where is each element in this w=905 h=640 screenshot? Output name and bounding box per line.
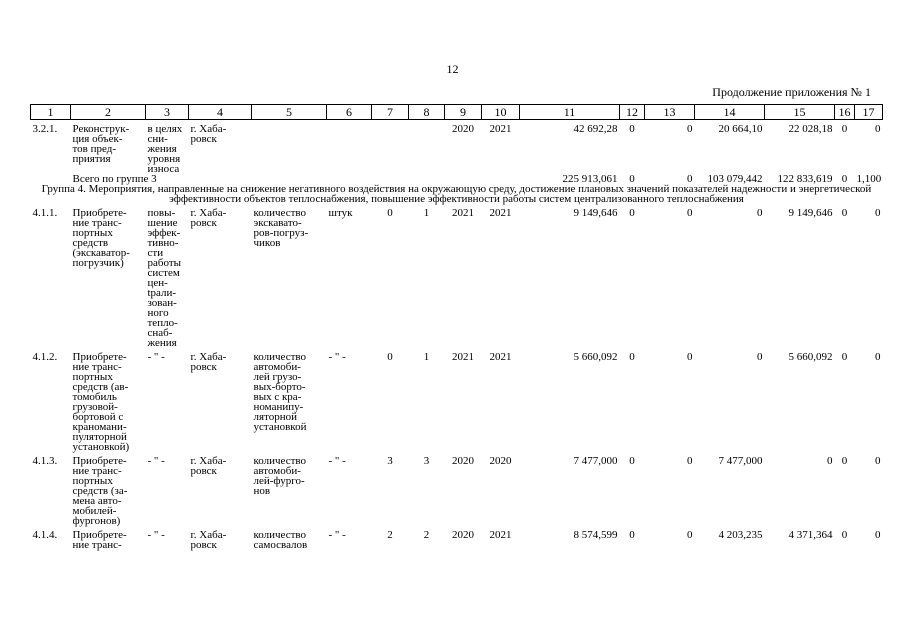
appendix-table bbox=[30, 104, 883, 550]
cell-col-10: 2020 bbox=[489, 455, 512, 467]
cell-col-16: 0 bbox=[841, 123, 848, 135]
cell-col-13: 0 bbox=[687, 455, 693, 467]
col-11: 11 bbox=[520, 105, 620, 120]
cell-col-2: Реконструк- ция объек- тов пред- приятия bbox=[72, 123, 130, 165]
cell-col-8: 3 bbox=[423, 455, 430, 467]
cell-col-7: 2 bbox=[387, 529, 393, 541]
total-c16: 0 bbox=[841, 173, 848, 185]
cell-col-14: 7 477,000 bbox=[718, 455, 763, 467]
total-c11: 225 913,061 bbox=[562, 173, 618, 185]
cell-col-16: 0 bbox=[841, 351, 848, 363]
cell-col-2: Приобрете- ние транс- портных средств (экскаватор- погрузчик) bbox=[72, 207, 130, 269]
cell-col-3: - " - bbox=[147, 529, 165, 541]
cell-col-17: 0 bbox=[875, 455, 881, 467]
group-heading-row bbox=[31, 184, 883, 204]
cell-col-13: 0 bbox=[687, 123, 693, 135]
cell-col-7: 3 bbox=[387, 455, 393, 467]
cell-col-5 bbox=[252, 120, 327, 175]
cell-col-15: 5 660,092 bbox=[788, 351, 833, 363]
cell-col-12: 0 bbox=[629, 123, 635, 135]
page-number: 12 bbox=[446, 62, 459, 76]
cell-col-9: 2020 bbox=[452, 529, 474, 541]
cell-col-4: г. Хаба- ровск bbox=[190, 351, 227, 373]
column-numbers-row bbox=[31, 105, 883, 120]
cell-col-1: 3.2.1. bbox=[32, 123, 58, 135]
cell-col-12: 0 bbox=[629, 455, 635, 467]
cell-col-2: Приобрете- ние транс- портных средств (за- мена авто- мобилей- фургонов) bbox=[72, 455, 128, 527]
col-10: 10 bbox=[482, 105, 520, 120]
cell-col-16: 0 bbox=[841, 207, 848, 219]
cell-col-11: 42 692,28 bbox=[573, 123, 618, 135]
cell-col-15: 4 371,364 bbox=[788, 529, 833, 541]
total-c15: 122 833,619 bbox=[777, 173, 833, 185]
total-c12: 0 bbox=[629, 173, 635, 185]
continuation-note: Продолжение приложения № 1 bbox=[712, 85, 871, 99]
cell-col-3: в целях сни- жения уровня износа bbox=[147, 123, 183, 175]
cell-col-9: 2021 bbox=[452, 207, 474, 219]
cell-col-4: г. Хаба- ровск bbox=[190, 455, 227, 477]
cell-col-5: количество самосвалов bbox=[253, 529, 308, 551]
cell-col-13: 0 bbox=[687, 207, 693, 219]
cell-col-15: 22 028,18 bbox=[788, 123, 833, 135]
col-9: 9 bbox=[445, 105, 482, 120]
cell-col-5: количество автомоби- лей грузо- вых-борто- вых с кра- номанипу- ляторной установкой bbox=[253, 351, 307, 433]
table-row bbox=[31, 120, 883, 175]
cell-col-3: - " - bbox=[147, 455, 165, 467]
col-17: 17 bbox=[855, 105, 883, 120]
cell-col-15: 0 bbox=[827, 455, 833, 467]
cell-col-17: 0 bbox=[875, 207, 881, 219]
cell-col-14: 0 bbox=[757, 351, 763, 363]
cell-col-6: штук bbox=[328, 207, 353, 219]
cell-col-4: г. Хаба- ровск bbox=[190, 529, 227, 551]
table-row bbox=[31, 452, 883, 526]
col-12: 12 bbox=[620, 105, 645, 120]
col-4: 4 bbox=[189, 105, 252, 120]
col-15: 15 bbox=[765, 105, 835, 120]
cell-col-7 bbox=[372, 120, 409, 175]
group-heading: Группа 4. Мероприятия, направленные на снижение негативного воздействия на окружающую среду, достижение плановых значений показателей надежности и энергетической эффективности объектов теплоснабжения, повышение эффективности работы систем централизованного теплоснабжения bbox=[41, 183, 872, 205]
col-5: 5 bbox=[252, 105, 327, 120]
cell-col-10: 2021 bbox=[489, 529, 512, 541]
col-14: 14 bbox=[695, 105, 765, 120]
cell-col-17: 0 bbox=[875, 351, 881, 363]
cell-col-17: 0 bbox=[875, 123, 881, 135]
cell-col-5: количество автомоби- лей-фурго- нов bbox=[253, 455, 307, 497]
cell-col-11: 8 574,599 bbox=[573, 529, 618, 541]
col-2: 2 bbox=[71, 105, 146, 120]
col-7: 7 bbox=[372, 105, 409, 120]
col-13: 13 bbox=[645, 105, 695, 120]
cell-col-12: 0 bbox=[629, 351, 635, 363]
cell-col-10: 2021 bbox=[489, 123, 512, 135]
cell-col-8: 1 bbox=[423, 207, 430, 219]
cell-col-10: 2021 bbox=[489, 207, 512, 219]
cell-col-16: 0 bbox=[841, 455, 848, 467]
cell-col-11: 9 149,646 bbox=[573, 207, 618, 219]
col-3: 3 bbox=[146, 105, 189, 120]
cell-col-8: 1 bbox=[423, 351, 430, 363]
cell-col-12: 0 bbox=[629, 529, 635, 541]
col-16: 16 bbox=[835, 105, 855, 120]
cell-col-1: 4.1.2. bbox=[32, 351, 58, 363]
cell-col-11: 5 660,092 bbox=[573, 351, 618, 363]
cell-col-14: 0 bbox=[757, 207, 763, 219]
cell-col-6 bbox=[327, 120, 372, 175]
cell-col-3: повы- шение эффек- тивно- сти работы систем цен- tрали- зован- ного тепло- снаб- жения bbox=[147, 207, 182, 349]
cell-col-8 bbox=[409, 120, 445, 175]
col-6: 6 bbox=[327, 105, 372, 120]
cell-col-13: 0 bbox=[687, 351, 693, 363]
table-row bbox=[31, 526, 883, 550]
cell-col-4: г. Хаба- ровск bbox=[190, 123, 227, 145]
cell-col-5: количество экскавато- ров-погруз- чиков bbox=[253, 207, 309, 249]
cell-col-12: 0 bbox=[629, 207, 635, 219]
cell-col-13: 0 bbox=[687, 529, 693, 541]
cell-col-14: 20 664,10 bbox=[718, 123, 763, 135]
cell-col-7: 0 bbox=[387, 207, 393, 219]
cell-col-6: - " - bbox=[328, 351, 346, 363]
cell-col-8: 2 bbox=[423, 529, 430, 541]
group-total-label: Всего по группе 3 bbox=[72, 173, 157, 185]
cell-col-9: 2020 bbox=[452, 123, 474, 135]
cell-col-7: 0 bbox=[387, 351, 393, 363]
cell-col-14: 4 203,235 bbox=[718, 529, 763, 541]
total-c14: 103 079,442 bbox=[707, 173, 763, 185]
table-body bbox=[31, 120, 883, 551]
cell-col-3: - " - bbox=[147, 351, 165, 363]
cell-col-2: Приобрете- ние транс- bbox=[72, 529, 127, 551]
table-row bbox=[31, 348, 883, 452]
cell-col-10: 2021 bbox=[489, 351, 512, 363]
cell-col-1: 4.1.1. bbox=[32, 207, 58, 219]
total-c17: 1,100 bbox=[856, 173, 882, 185]
col-8: 8 bbox=[409, 105, 445, 120]
total-c13: 0 bbox=[687, 173, 693, 185]
cell-col-16: 0 bbox=[841, 529, 848, 541]
table-row bbox=[31, 204, 883, 348]
cell-col-6: - " - bbox=[328, 529, 346, 541]
cell-col-1: 4.1.4. bbox=[32, 529, 58, 541]
cell-col-6: - " - bbox=[328, 455, 346, 467]
cell-col-2: Приобрете- ние транс- портных средств (ав- томобиль грузовой- бортовой с краномани- пуляторной установкой) bbox=[72, 351, 130, 453]
cell-col-9: 2021 bbox=[452, 351, 474, 363]
cell-col-17: 0 bbox=[875, 529, 881, 541]
col-1: 1 bbox=[31, 105, 71, 120]
cell-col-9: 2020 bbox=[452, 455, 474, 467]
cell-col-1: 4.1.3. bbox=[32, 455, 58, 467]
cell-col-15: 9 149,646 bbox=[788, 207, 833, 219]
cell-col-4: г. Хаба- ровск bbox=[190, 207, 227, 229]
cell-col-11: 7 477,000 bbox=[573, 455, 618, 467]
